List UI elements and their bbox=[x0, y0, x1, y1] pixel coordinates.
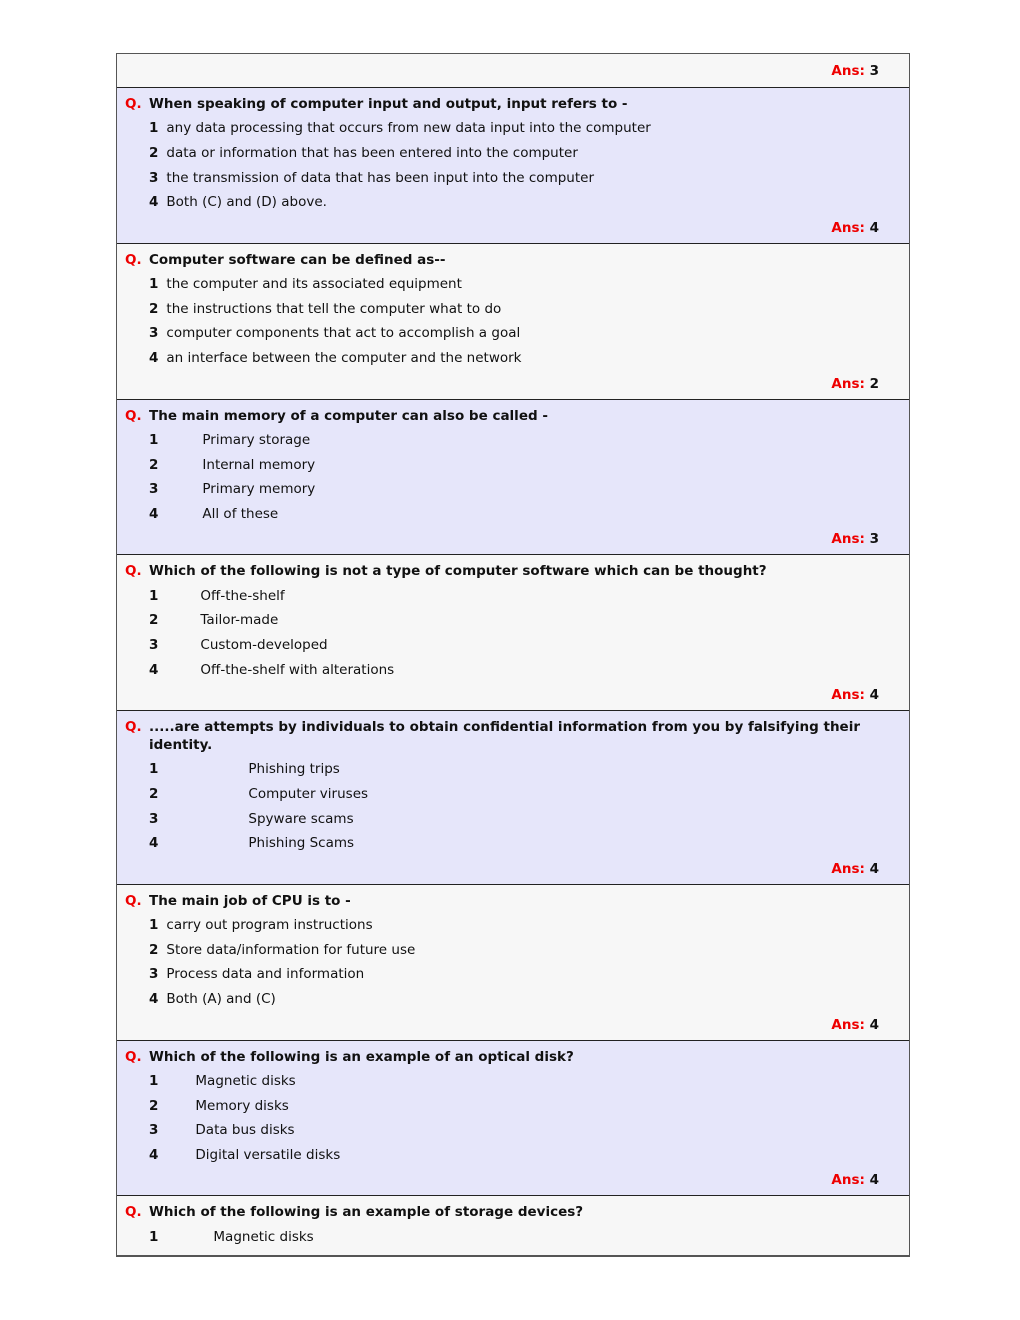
answer bbox=[125, 54, 901, 87]
option-text: Magnetic disks bbox=[195, 1072, 296, 1089]
option-text: Store data/information for future use bbox=[166, 941, 416, 958]
question-text: Which of the following is an example of an optical disk? bbox=[149, 1048, 574, 1065]
question-marker: Q. bbox=[125, 96, 142, 112]
question-block bbox=[117, 87, 909, 243]
option bbox=[125, 190, 901, 215]
option-text: Both (A) and (C) bbox=[166, 991, 276, 1008]
option bbox=[125, 913, 901, 938]
answer-label: Ans: bbox=[831, 63, 865, 79]
option bbox=[125, 296, 901, 321]
answer-value: 3 bbox=[869, 531, 879, 548]
question-text: Which of the following is not a type of computer software which can be thought? bbox=[149, 563, 767, 580]
option-text: Internal memory bbox=[202, 456, 316, 473]
question-marker: Q. bbox=[125, 251, 142, 268]
question bbox=[125, 1041, 901, 1066]
option bbox=[125, 502, 901, 527]
option-text: Off-the-shelf with alterations bbox=[200, 661, 395, 678]
answer-label: Ans: bbox=[831, 1172, 865, 1189]
option bbox=[125, 1069, 901, 1094]
option bbox=[125, 831, 901, 856]
option-text: Magnetic disks bbox=[213, 1228, 314, 1245]
answer bbox=[125, 526, 901, 554]
question-marker: Q. bbox=[125, 719, 142, 735]
question-text: .....are attempts by individuals to obtain confidential information from you by falsifying their identity. bbox=[149, 719, 860, 753]
option bbox=[125, 1118, 901, 1143]
answer-value: 3 bbox=[869, 63, 879, 79]
option-text: computer components that act to accomplish a goal bbox=[166, 325, 521, 342]
option-number: 1 bbox=[149, 1228, 159, 1245]
option bbox=[125, 272, 901, 297]
option bbox=[125, 1143, 901, 1168]
option-number: 4 bbox=[149, 835, 159, 852]
answer-value: 2 bbox=[869, 375, 879, 392]
answer bbox=[125, 1012, 901, 1040]
question-text: Which of the following is an example of storage devices? bbox=[149, 1204, 584, 1221]
question-text: The main job of CPU is to - bbox=[149, 892, 351, 909]
question bbox=[125, 244, 901, 269]
answer-label: Ans: bbox=[831, 375, 865, 392]
answer-label: Ans: bbox=[831, 219, 865, 236]
answer-value: 4 bbox=[869, 1172, 879, 1189]
option-number: 3 bbox=[149, 325, 159, 342]
question-block bbox=[117, 884, 909, 1040]
question-text: The main memory of a computer can also be called - bbox=[149, 407, 548, 424]
question bbox=[125, 88, 901, 113]
option-text: the instructions that tell the computer what to do bbox=[166, 300, 502, 317]
option-text: carry out program instructions bbox=[166, 917, 373, 934]
option-number: 4 bbox=[149, 1146, 159, 1163]
option-text: Digital versatile disks bbox=[195, 1146, 341, 1163]
question bbox=[125, 1196, 901, 1221]
option bbox=[125, 782, 901, 807]
option bbox=[125, 428, 901, 453]
option bbox=[125, 116, 901, 141]
option bbox=[125, 141, 901, 166]
answer-label: Ans: bbox=[831, 687, 865, 703]
option-text: Primary memory bbox=[202, 481, 316, 498]
answer bbox=[125, 215, 901, 243]
answer-value: 4 bbox=[869, 219, 879, 236]
option-text: the transmission of data that has been input into the computer bbox=[166, 169, 594, 186]
option bbox=[125, 806, 901, 831]
question-block bbox=[117, 1195, 909, 1255]
option bbox=[125, 583, 901, 608]
option bbox=[125, 987, 901, 1012]
option-text: data or information that has been entered into the computer bbox=[166, 145, 578, 162]
question-marker: Q. bbox=[125, 563, 142, 580]
option-number: 1 bbox=[149, 917, 159, 934]
option-text: Phishing Scams bbox=[248, 835, 355, 852]
option-text: Phishing trips bbox=[248, 761, 340, 778]
option bbox=[125, 165, 901, 190]
question bbox=[125, 555, 901, 580]
question-block bbox=[117, 710, 909, 884]
option-number: 1 bbox=[149, 431, 159, 448]
question-sheet bbox=[116, 53, 910, 1257]
option-number: 3 bbox=[149, 1122, 159, 1139]
question bbox=[125, 711, 901, 754]
option-number: 3 bbox=[149, 169, 159, 186]
option-text: Data bus disks bbox=[195, 1122, 295, 1139]
answer-row bbox=[117, 54, 909, 87]
answer-label: Ans: bbox=[831, 1016, 865, 1033]
question-block bbox=[117, 1040, 909, 1196]
option bbox=[125, 452, 901, 477]
option-text: Spyware scams bbox=[248, 810, 354, 827]
option bbox=[125, 937, 901, 962]
answer bbox=[125, 682, 901, 710]
option bbox=[125, 657, 901, 682]
answer bbox=[125, 1167, 901, 1195]
option-number: 3 bbox=[149, 481, 159, 498]
option bbox=[125, 321, 901, 346]
option-text: the computer and its associated equipment bbox=[166, 276, 462, 293]
question-block bbox=[117, 243, 909, 399]
option bbox=[125, 1093, 901, 1118]
option-number: 4 bbox=[149, 194, 159, 211]
option-number: 3 bbox=[149, 810, 159, 827]
option-number: 2 bbox=[149, 1097, 159, 1114]
option-number: 1 bbox=[149, 1072, 159, 1089]
option-text: Primary storage bbox=[202, 431, 311, 448]
option-number: 2 bbox=[149, 612, 159, 629]
option-number: 2 bbox=[149, 456, 159, 473]
question-block bbox=[117, 554, 909, 710]
option-number: 3 bbox=[149, 966, 159, 983]
option-text: Process data and information bbox=[166, 966, 365, 983]
option-text: All of these bbox=[202, 505, 279, 522]
option-number: 4 bbox=[149, 661, 159, 678]
question-block bbox=[117, 399, 909, 555]
option bbox=[125, 633, 901, 658]
answer bbox=[125, 856, 901, 884]
question-marker: Q. bbox=[125, 407, 142, 424]
option-number: 4 bbox=[149, 991, 159, 1008]
option bbox=[125, 1224, 901, 1249]
option-number: 1 bbox=[149, 587, 159, 604]
option-text: an interface between the computer and the network bbox=[166, 350, 522, 367]
option-number: 1 bbox=[149, 761, 159, 778]
question-text: When speaking of computer input and output, input refers to - bbox=[149, 96, 628, 112]
option-number: 2 bbox=[149, 300, 159, 317]
answer-value: 4 bbox=[869, 1016, 879, 1033]
question-marker: Q. bbox=[125, 1204, 142, 1221]
option-number: 2 bbox=[149, 941, 159, 958]
option-text: Off-the-shelf bbox=[200, 587, 285, 604]
option-number: 4 bbox=[149, 505, 159, 522]
option-number: 1 bbox=[149, 120, 159, 137]
answer-value: 4 bbox=[869, 860, 879, 877]
option-text: Both (C) and (D) above. bbox=[166, 194, 327, 211]
option bbox=[125, 962, 901, 987]
question-marker: Q. bbox=[125, 1048, 142, 1065]
question-marker: Q. bbox=[125, 892, 142, 909]
option-number: 1 bbox=[149, 276, 159, 293]
answer-label: Ans: bbox=[831, 860, 865, 877]
question-text: Computer software can be defined as-- bbox=[149, 251, 446, 268]
answer-label: Ans: bbox=[831, 531, 865, 548]
option-number: 2 bbox=[149, 145, 159, 162]
answer-value: 4 bbox=[869, 687, 879, 703]
option-text: Custom-developed bbox=[200, 636, 328, 653]
option bbox=[125, 346, 901, 371]
option-text: Tailor-made bbox=[200, 612, 279, 629]
option bbox=[125, 477, 901, 502]
answer bbox=[125, 371, 901, 399]
option-number: 4 bbox=[149, 350, 159, 367]
option-text: Memory disks bbox=[195, 1097, 289, 1114]
option-text: any data processing that occurs from new data input into the computer bbox=[166, 120, 651, 137]
question bbox=[125, 885, 901, 910]
option bbox=[125, 757, 901, 782]
option-number: 3 bbox=[149, 636, 159, 653]
option bbox=[125, 608, 901, 633]
option-text: Computer viruses bbox=[248, 786, 369, 803]
option-number: 2 bbox=[149, 786, 159, 803]
question bbox=[125, 400, 901, 425]
